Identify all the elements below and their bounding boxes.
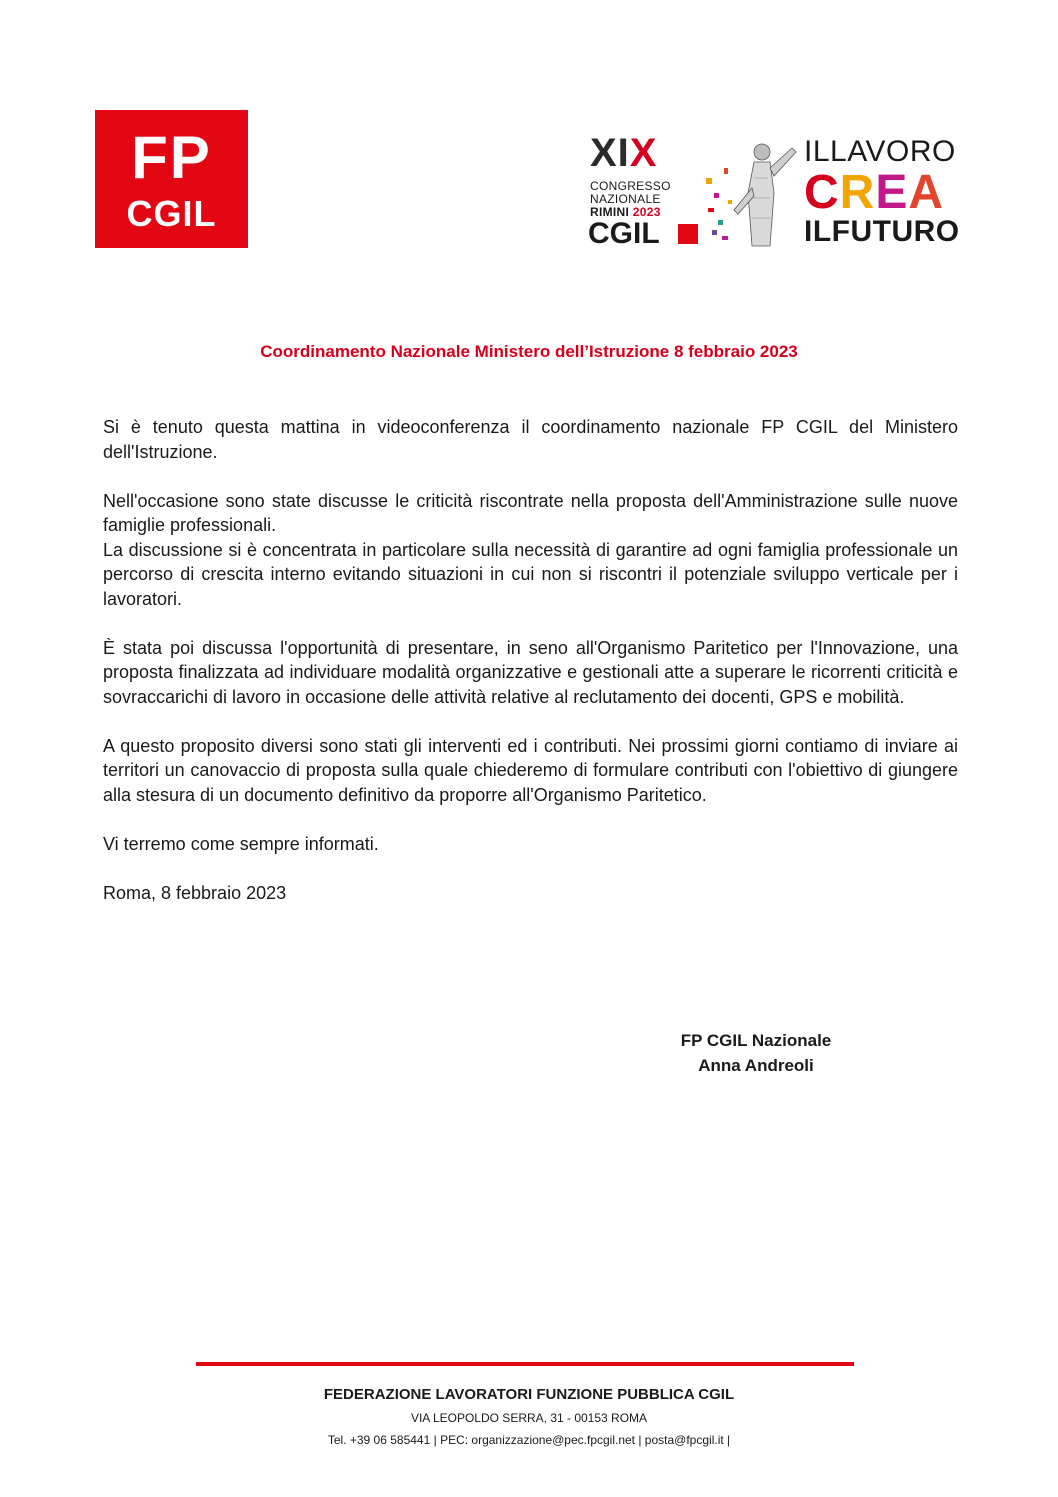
- document-body: [103, 415, 958, 905]
- footer-divider: [196, 1362, 854, 1366]
- fp-logo-text: FP: [131, 124, 212, 191]
- footer-address: VIA LEOPOLDO SERRA, 31 - 00153 ROMA: [410, 1411, 648, 1425]
- document-title: Coordinamento Nazionale Ministero dell’Istruzione 8 febbraio 2023: [260, 342, 798, 361]
- congress-red-square: [678, 224, 698, 244]
- footer-org-name: FEDERAZIONE LAVORATORI FUNZIONE PUBBLICA CGIL: [323, 1386, 735, 1403]
- signature-name: Anna Andreoli: [698, 1056, 814, 1075]
- cgil-logo-text: CGIL: [126, 193, 217, 234]
- congress-city-year: RIMINI 2023: [590, 205, 661, 219]
- slogan-futuro: ILFUTURO: [804, 215, 960, 248]
- fp-cgil-logo: [95, 110, 248, 248]
- paragraph-1: Si è tenuto questa mattina in videoconferenza il coordinamento nazionale FP CGIL del Ministero dell'Istruzione.: [103, 417, 958, 462]
- congress-national-label: NAZIONALE: [590, 192, 661, 206]
- slogan-crea: CREA: [804, 166, 945, 219]
- congress-logo: [586, 132, 986, 250]
- congress-label: CONGRESSO: [590, 179, 671, 193]
- paragraph-3: La discussione si è concentrata in particolare sulla necessità di garantire ad ogni famiglia professionale un percorso di crescita interno evitando situazioni in cui non si riscontri il potenziale sviluppo verticale per i lavoratori.: [103, 539, 958, 609]
- paragraph-2: Nell'occasione sono state discusse le criticità riscontrate nella proposta dell'Amministrazione sulle nuove famiglie professionali.: [103, 490, 958, 535]
- statue-illustration-icon: [704, 138, 804, 248]
- congress-number: XIX: [590, 131, 658, 175]
- slogan-lavoro: ILLAVORO: [804, 135, 956, 168]
- signature-org: FP CGIL Nazionale: [680, 1031, 832, 1050]
- footer-contacts: Tel. +39 06 585441 | PEC: organizzazione@pec.fpcgil.net | posta@fpcgil.it |: [327, 1433, 731, 1447]
- paragraph-5: A questo proposito diversi sono stati gli interventi ed i contributi. Nei prossimi giorni contiamo di inviare ai territori un canovaccio di proposta sulla quale chiederemo di formulare contributi con l'obiettivo di giungere alla stesura di un documento definitivo da proporre all'Organismo Paritetico.: [103, 735, 958, 805]
- paragraph-4: È stata poi discussa l'opportunità di presentare, in seno all'Organismo Paritetico per l'Innovazione, una proposta finalizzata ad individuare modalità organizzative e gestionali atte a superare le ricorrenti criticità e sovraccarichi di lavoro in occasione delle attività relative al reclutamento dei docenti, GPS e mobilità.: [103, 637, 958, 707]
- paragraph-6: Vi terremo come sempre informati.: [103, 833, 379, 854]
- signature-block: [650, 1028, 862, 1078]
- date-line: Roma, 8 febbraio 2023: [103, 882, 287, 903]
- congress-cgil-text: CGIL: [588, 217, 660, 250]
